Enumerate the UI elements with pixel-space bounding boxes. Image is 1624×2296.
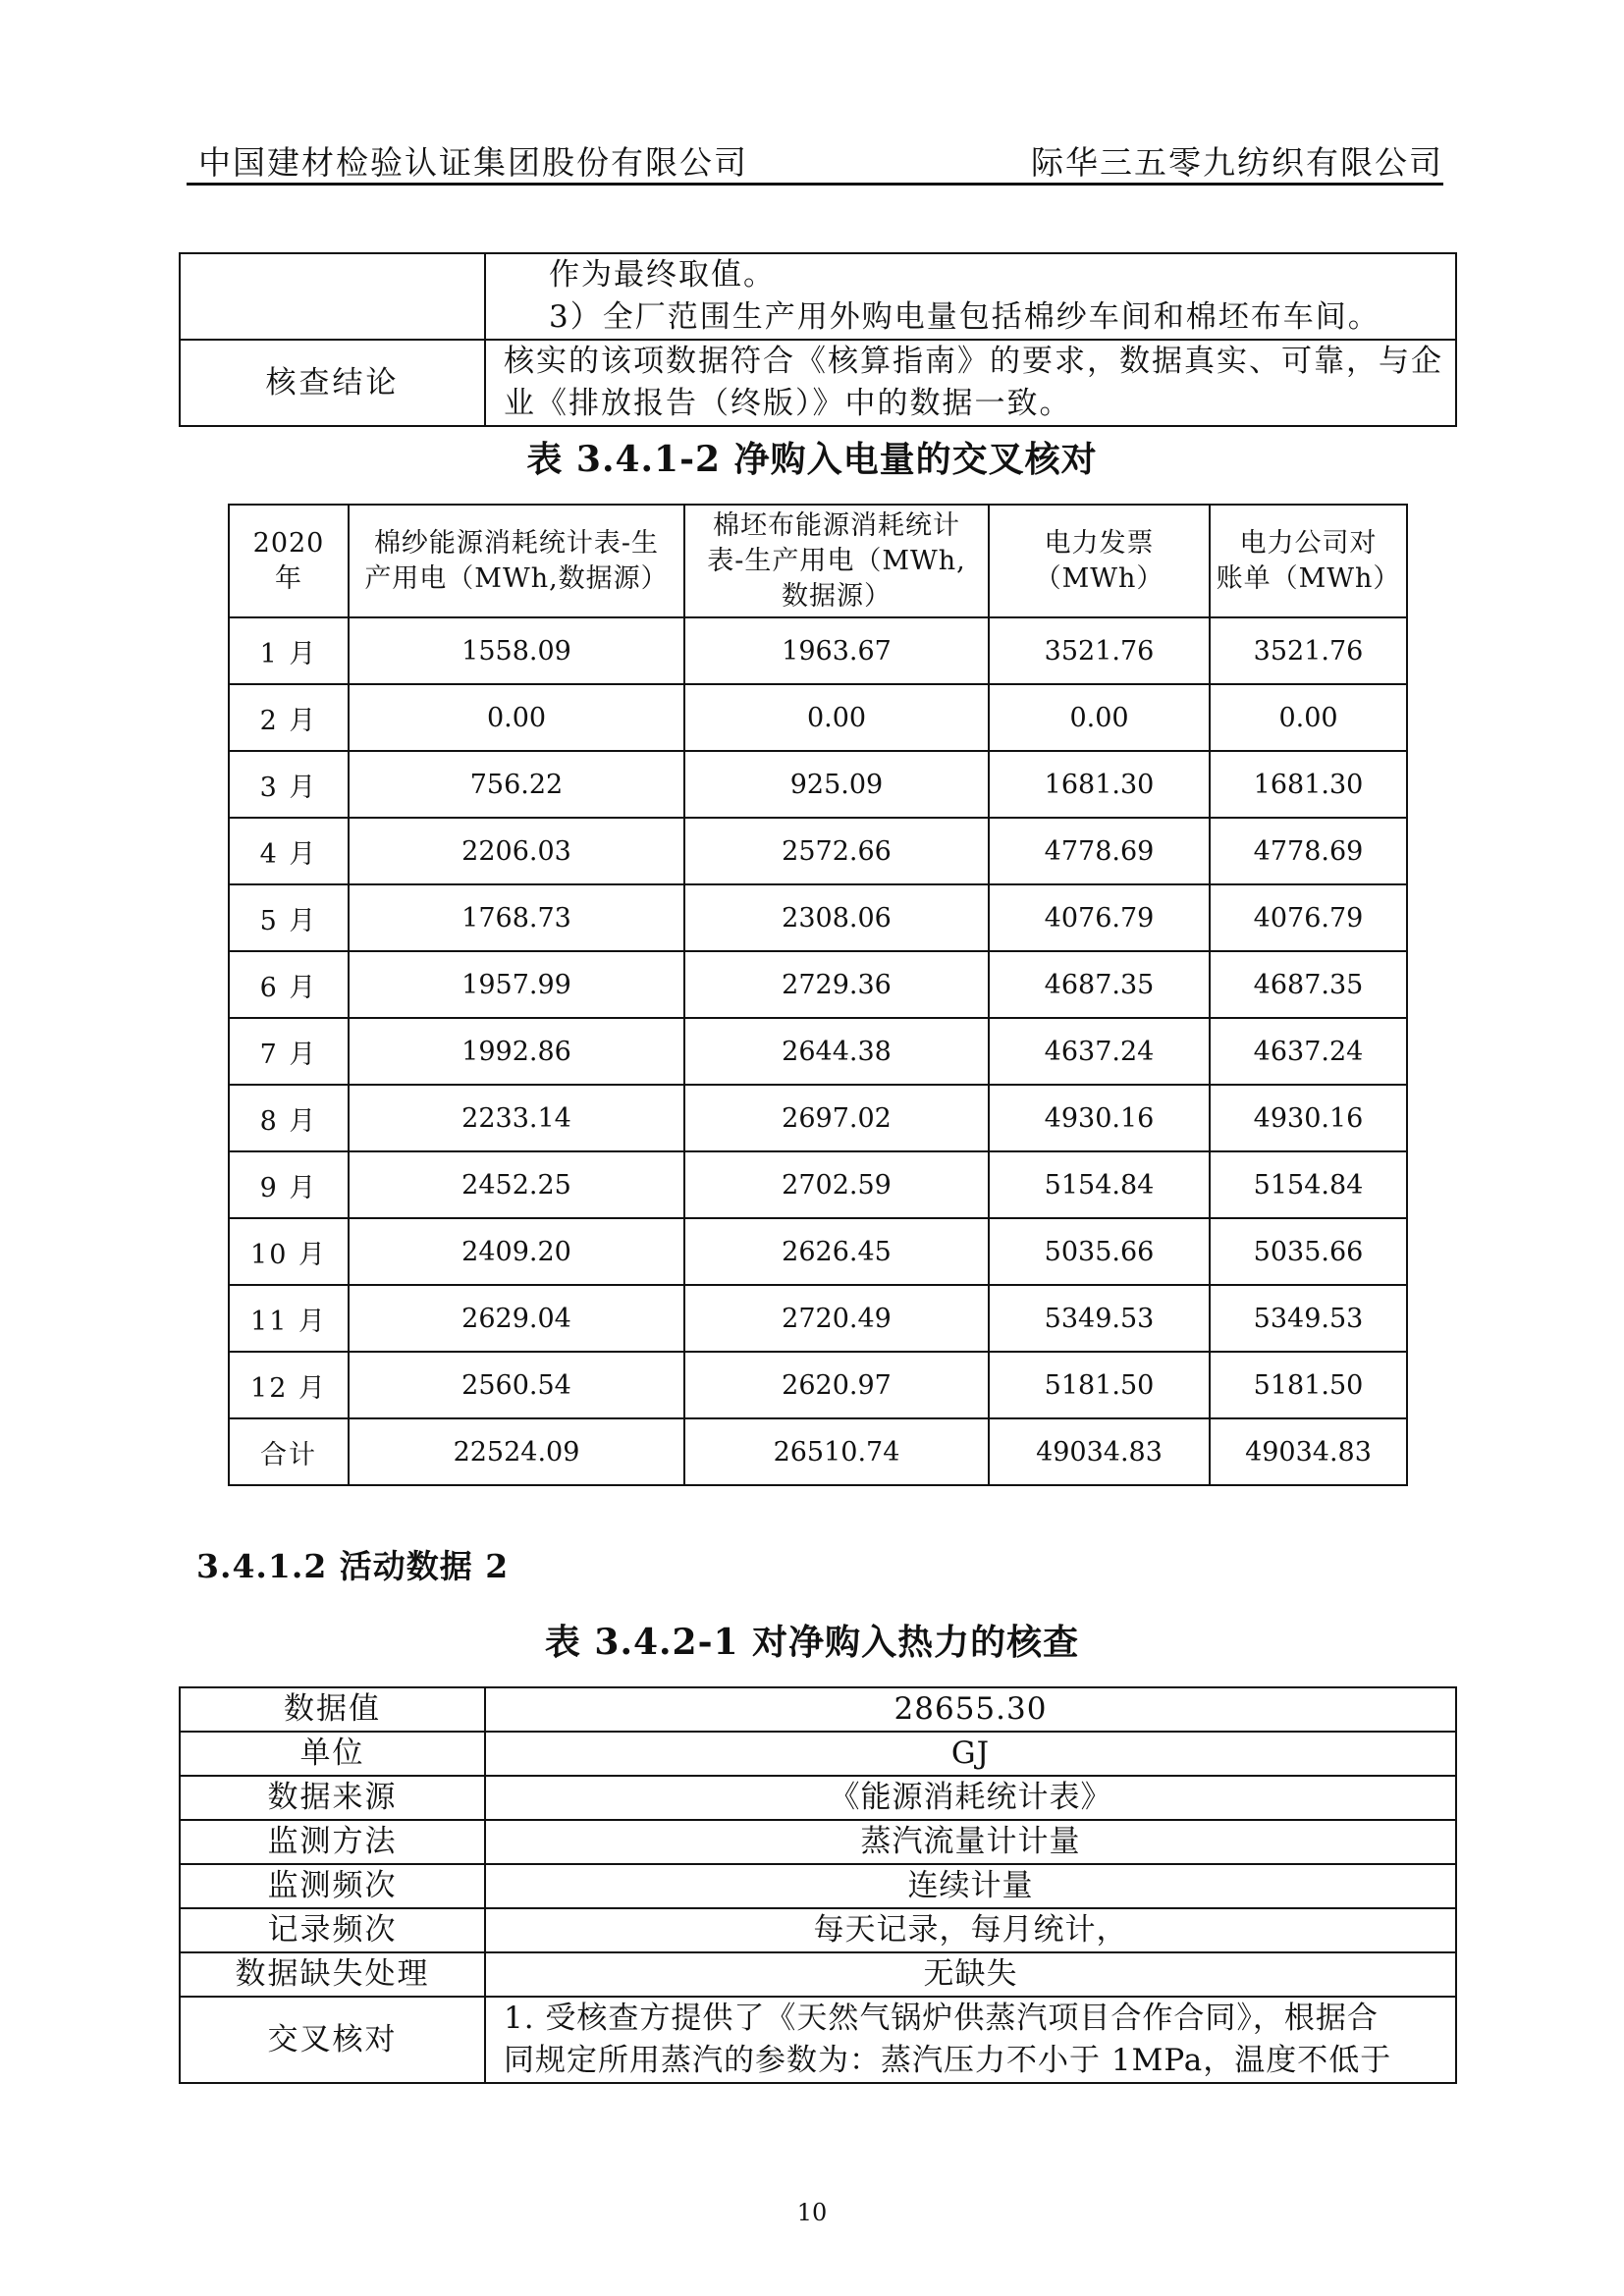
- cotton-yarn-cell: 1768.73: [349, 884, 684, 951]
- month-cell: 5 月: [229, 884, 349, 951]
- header-year-line-1: 2020: [252, 527, 325, 559]
- continuation-label-cell: [180, 253, 485, 340]
- grey-cloth-cell: 2729.36: [684, 951, 989, 1018]
- conclusion-line-1: 核实的该项数据符合《核算指南》的要求，数据真实、可靠，与企: [504, 344, 1443, 379]
- table-row: [180, 1687, 1456, 1732]
- cotton-yarn-cell: 756.22: [349, 751, 684, 818]
- row-value: 28655.30: [485, 1687, 1456, 1732]
- cross-check-content: [485, 1997, 1456, 2083]
- statement-cell: 5035.66: [1210, 1218, 1407, 1285]
- month-cell: 10 月: [229, 1218, 349, 1285]
- month-cell: 11 月: [229, 1285, 349, 1352]
- invoice-cell: 1681.30: [989, 751, 1210, 818]
- row-label: 监测频次: [180, 1864, 485, 1908]
- cotton-yarn-cell: 2560.54: [349, 1352, 684, 1418]
- header-statement-line-2: 账单（MWh）: [1216, 562, 1401, 594]
- cotton-yarn-cell: 0.00: [349, 684, 684, 751]
- table-row: [229, 884, 1407, 951]
- month-cell: 8 月: [229, 1085, 349, 1151]
- invoice-cell: 4778.69: [989, 818, 1210, 884]
- header-year-line-2: 年: [275, 562, 302, 594]
- month-cell: 6 月: [229, 951, 349, 1018]
- continuation-row: [180, 253, 1456, 340]
- header-grey-cloth-line-2: 表-生产用电（MWh,: [707, 545, 966, 576]
- month-cell: 9 月: [229, 1151, 349, 1218]
- statement-cell: 3521.76: [1210, 617, 1407, 684]
- row-value: 无缺失: [485, 1952, 1456, 1997]
- cotton-yarn-cell: 1957.99: [349, 951, 684, 1018]
- invoice-cell: 4930.16: [989, 1085, 1210, 1151]
- header-cotton-yarn-line-1: 棉纱能源消耗统计表-生: [373, 527, 660, 559]
- cotton-yarn-cell: 2629.04: [349, 1285, 684, 1352]
- header-company-left: 中国建材检验认证集团股份有限公司: [198, 143, 748, 182]
- header-statement-line-1: 电力公司对: [1239, 527, 1378, 559]
- table-row: [180, 1908, 1456, 1952]
- table-row: [229, 617, 1407, 684]
- table-row: [180, 1776, 1456, 1820]
- grey-cloth-cell: 2702.59: [684, 1151, 989, 1218]
- row-label: 数据来源: [180, 1776, 485, 1820]
- cross-check-line-1: 1. 受核查方提供了《天然气锅炉供蒸汽项目合作合同》，根据合: [504, 2001, 1379, 2036]
- row-label: 记录频次: [180, 1908, 485, 1952]
- conclusion-row: [180, 340, 1456, 426]
- header-company-right: 际华三五零九纺织有限公司: [1031, 143, 1443, 182]
- grey-cloth-cell: 2626.45: [684, 1218, 989, 1285]
- invoice-cell: 4687.35: [989, 951, 1210, 1018]
- month-cell: 12 月: [229, 1352, 349, 1418]
- grey-cloth-cell: 2720.49: [684, 1285, 989, 1352]
- table-row: [229, 1085, 1407, 1151]
- header-invoice-line-1: 电力发票: [1044, 527, 1155, 559]
- header-statement: [1210, 505, 1407, 617]
- invoice-cell: 4076.79: [989, 884, 1210, 951]
- conclusion-content: [485, 340, 1456, 426]
- heat-table-title: 表 3.4.2-1 对净购入热力的核查: [544, 1622, 1080, 1663]
- table-row: [229, 1018, 1407, 1085]
- invoice-cell: 5035.66: [989, 1218, 1210, 1285]
- cross-check-line-2: 同规定所用蒸汽的参数为：蒸汽压力不小于 1MPa，温度不低于: [504, 2043, 1392, 2078]
- table-row: [229, 1352, 1407, 1418]
- table-row: [229, 1218, 1407, 1285]
- statement-cell: 5181.50: [1210, 1352, 1407, 1418]
- table-row: [229, 951, 1407, 1018]
- grey-cloth-cell: 2308.06: [684, 884, 989, 951]
- continuation-content-cell: [485, 253, 1456, 340]
- electricity-table-title: 表 3.4.1-2 净购入电量的交叉核对: [526, 439, 1098, 480]
- table-row: [180, 1732, 1456, 1776]
- statement-cell: 49034.83: [1210, 1418, 1407, 1485]
- statement-cell: 4637.24: [1210, 1018, 1407, 1085]
- month-cell: 合计: [229, 1418, 349, 1485]
- electricity-table-body: [229, 617, 1407, 1485]
- month-cell: 7 月: [229, 1018, 349, 1085]
- statement-cell: 4076.79: [1210, 884, 1407, 951]
- invoice-cell: 5349.53: [989, 1285, 1210, 1352]
- statement-cell: 1681.30: [1210, 751, 1407, 818]
- month-cell: 1 月: [229, 617, 349, 684]
- table-row: [229, 818, 1407, 884]
- row-value: 蒸汽流量计计量: [485, 1820, 1456, 1864]
- month-cell: 3 月: [229, 751, 349, 818]
- header-cotton-yarn-line-2: 产用电（MWh,数据源）: [364, 562, 669, 594]
- cotton-yarn-cell: 2233.14: [349, 1085, 684, 1151]
- table-row: [229, 1151, 1407, 1218]
- continuation-line-1: 作为最终取值。: [549, 257, 776, 293]
- header-invoice-line-2: （MWh）: [1034, 562, 1164, 594]
- invoice-cell: 3521.76: [989, 617, 1210, 684]
- invoice-cell: 4637.24: [989, 1018, 1210, 1085]
- invoice-cell: 5154.84: [989, 1151, 1210, 1218]
- row-label: 监测方法: [180, 1820, 485, 1864]
- header-year: [229, 505, 349, 617]
- header-invoice: [989, 505, 1210, 617]
- month-cell: 4 月: [229, 818, 349, 884]
- statement-cell: 0.00: [1210, 684, 1407, 751]
- table-row: [180, 1820, 1456, 1864]
- grey-cloth-cell: 2620.97: [684, 1352, 989, 1418]
- row-value: 每天记录，每月统计，: [485, 1908, 1456, 1952]
- table-row: [229, 751, 1407, 818]
- grey-cloth-cell: 1963.67: [684, 617, 989, 684]
- statement-cell: 5154.84: [1210, 1151, 1407, 1218]
- statement-cell: 4930.16: [1210, 1085, 1407, 1151]
- table-row: [229, 684, 1407, 751]
- continuation-line-2: 3）全厂范围生产用外购电量包括棉纱车间和棉坯布车间。: [549, 299, 1380, 335]
- cotton-yarn-cell: 1558.09: [349, 617, 684, 684]
- conclusion-label: 核查结论: [180, 340, 485, 426]
- cotton-yarn-cell: 2452.25: [349, 1151, 684, 1218]
- header-grey-cloth: [684, 505, 989, 617]
- grey-cloth-cell: 0.00: [684, 684, 989, 751]
- table-row: [180, 1864, 1456, 1908]
- table-row: [229, 1418, 1407, 1485]
- heat-check-table: [179, 1686, 1457, 2084]
- section-heading: 3.4.1.2 活动数据 2: [196, 1547, 510, 1585]
- statement-cell: 4687.35: [1210, 951, 1407, 1018]
- row-value: GJ: [485, 1732, 1456, 1776]
- statement-cell: 4778.69: [1210, 818, 1407, 884]
- continuation-table: [179, 252, 1457, 427]
- page-number: 10: [796, 2199, 828, 2226]
- month-cell: 2 月: [229, 684, 349, 751]
- page-header: [187, 135, 1443, 186]
- grey-cloth-cell: 2644.38: [684, 1018, 989, 1085]
- cotton-yarn-cell: 2409.20: [349, 1218, 684, 1285]
- invoice-cell: 49034.83: [989, 1418, 1210, 1485]
- invoice-cell: 5181.50: [989, 1352, 1210, 1418]
- grey-cloth-cell: 26510.74: [684, 1418, 989, 1485]
- table-header-row: [229, 505, 1407, 617]
- row-value: 连续计量: [485, 1864, 1456, 1908]
- row-label: 数据缺失处理: [180, 1952, 485, 1997]
- statement-cell: 5349.53: [1210, 1285, 1407, 1352]
- header-cotton-yarn: [349, 505, 684, 617]
- grey-cloth-cell: 2697.02: [684, 1085, 989, 1151]
- cotton-yarn-cell: 2206.03: [349, 818, 684, 884]
- cotton-yarn-cell: 22524.09: [349, 1418, 684, 1485]
- header-grey-cloth-line-3: 数据源）: [782, 580, 892, 612]
- conclusion-line-2: 业《排放报告（终版）》中的数据一致。: [504, 386, 1072, 421]
- electricity-cross-check-table: [228, 504, 1408, 1486]
- invoice-cell: 0.00: [989, 684, 1210, 751]
- cotton-yarn-cell: 1992.86: [349, 1018, 684, 1085]
- table-row: [180, 1952, 1456, 1997]
- row-label: 数据值: [180, 1687, 485, 1732]
- grey-cloth-cell: 2572.66: [684, 818, 989, 884]
- heat-table-body: [180, 1687, 1456, 1997]
- row-value: 《能源消耗统计表》: [485, 1776, 1456, 1820]
- table-row: [229, 1285, 1407, 1352]
- cross-check-row: [180, 1997, 1456, 2083]
- row-label: 单位: [180, 1732, 485, 1776]
- header-grey-cloth-line-1: 棉坯布能源消耗统计: [713, 509, 960, 541]
- grey-cloth-cell: 925.09: [684, 751, 989, 818]
- cross-check-label: 交叉核对: [180, 1997, 485, 2083]
